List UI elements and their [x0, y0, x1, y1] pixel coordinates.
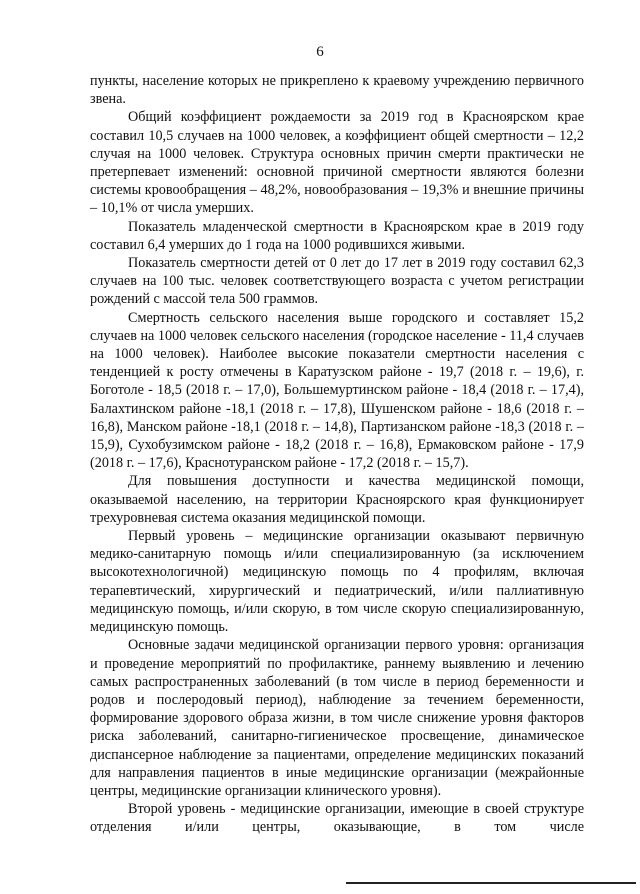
document-body [90, 72, 584, 837]
paragraph-child-mortality: Показатель смертности детей от 0 лет до 17 лет в 2019 году составил 62,3 случаев на 100 тыс. человек соответствующего возраста с учетом регистрации рождений с массой тела 500 граммов. [90, 255, 584, 308]
paragraph-first-level: Первый уровень – медицинские организации оказывают первичную медико-санитарную помощь и/или специализированную (за исключением высокотехнологичной) медицинскую помощь по 4 профилям, включая терапевтический, хирургический и педиатрический, и/или паллиативную медицинскую помощь, и/или скорую, в том числе скорую специализированную, медицинскую помощь. [90, 528, 584, 636]
paragraph-first-level-tasks: Основные задачи медицинской организации первого уровня: организация и проведение мероприятий по профилактике, раннему выявлению и лечению самых распространенных заболеваний (в том числе в период беременности и родов и послеродовый период), наблюдение за течением беременности, формирование здорового образа жизни, в том числе снижение уровня факторов риска заболеваний, санитарно-гигиеническое просвещение, динамическое диспансерное наблюдение за пациентами, определение медицинских показаний для направления пациентов в иные медицинские организации (межрайонные центры, медицинские организации клинического уровня). [90, 637, 584, 799]
paragraph-birth-death-rates: Общий коэффициент рождаемости за 2019 год в Красноярском крае составил 10,5 случаев на 1000 человек, а коэффициент общей смертности – 12,2 случая на 1000 человек. Структура основных причин смерти практически не претерпевает изменений: основной причиной смертности являются болезни системы кровообращения – 48,2%, новообразования – 19,3% и внешние причины – 10,1% от числа умерших. [90, 109, 584, 217]
footer-rule [346, 882, 636, 884]
paragraph-three-level-system: Для повышения доступности и качества медицинской помощи, оказываемой населению, на территории Красноярского края функционирует трехуровневая система оказания медицинской помощи. [90, 473, 584, 526]
paragraph-infant-mortality: Показатель младенческой смертности в Красноярском крае в 2019 году составил 6,4 умерших до 1 года на 1000 родившихся живыми. [90, 218, 584, 253]
paragraph-second-level: Второй уровень - медицинские организации, имеющие в своей структуре отделения и/или центры, оказывающие, в том числе [90, 801, 584, 836]
paragraph-rural-mortality: Смертность сельского населения выше городского и составляет 15,2 случаев на 1000 человек сельского населения (городское население - 11,4 случаев на 1000 человек). Наиболее высокие показатели смертности населения с тенденцией к росту отмечены в Каратузском районе - 19,7 (2018 г. – 19,6), г. Боготоле - 18,5 (2018 г. – 17,0), Большемуртинском районе - 18,4 (2018 г. – 17,4), Балахтинском районе -18,1 (2018 г. – 17,8), Шушенском районе - 18,6 (2018 г. – 16,8), Манском районе -18,1 (2018 г. – 14,8), Партизанском районе -18,3 (2018 г. – 15,9), Сухобузимском районе - 18,2 (2018 г. – 16,8), Ермаковском районе - 17,9 (2018 г. – 17,6), Краснотуранском районе - 17,2 (2018 г. – 15,7). [90, 309, 584, 472]
page-number: 6 [316, 44, 324, 60]
paragraph-continuation: пункты, население которых не прикреплено к краевому учреждению первичного звена. [90, 73, 584, 108]
